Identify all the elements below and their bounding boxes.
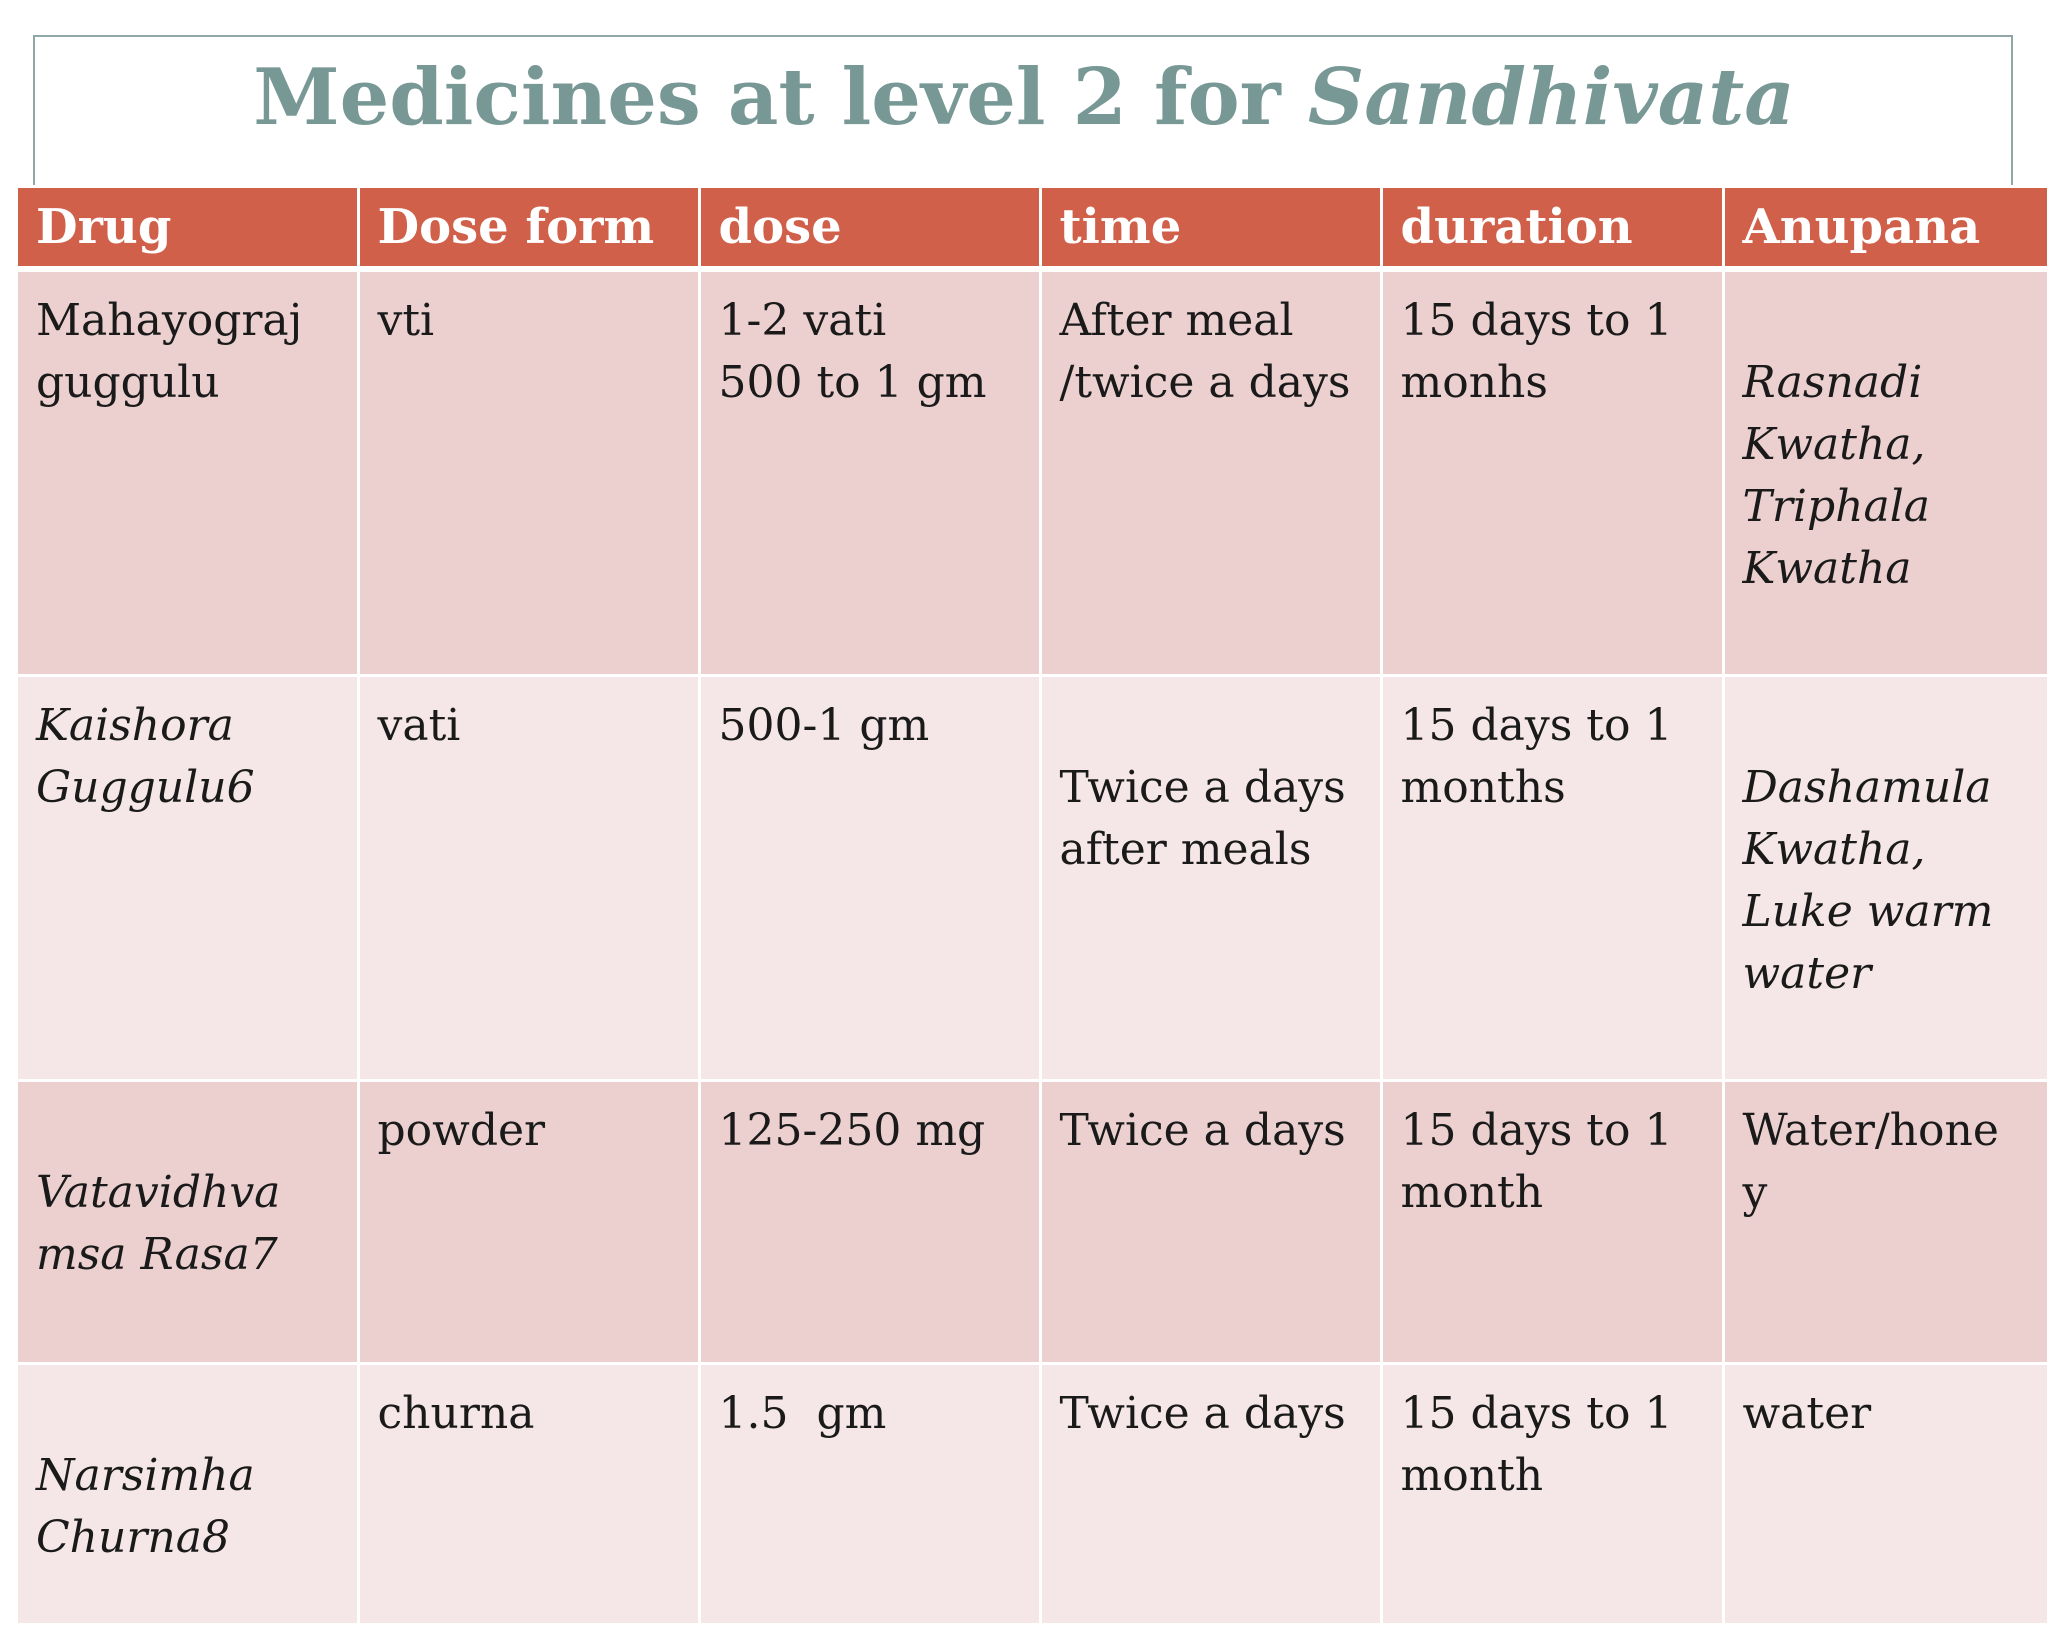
anupana-text: water	[1742, 1388, 1872, 1439]
duration-text: 15 days to 1	[1400, 295, 1673, 346]
table-row	[18, 676, 2048, 1081]
dose-form-text: vti	[377, 295, 435, 346]
table-header-row	[18, 188, 2048, 269]
cell-drug	[18, 1364, 358, 1625]
header-anupana: Anupana	[1723, 188, 2048, 269]
drug-name-line: Narsimha	[36, 1450, 255, 1501]
anupana-text: water	[1742, 948, 1872, 999]
drug-name-line: Vatavidhva	[36, 1167, 281, 1218]
header-dose: dose	[699, 188, 1040, 269]
dose-form-text: churna	[377, 1388, 535, 1439]
cell-time	[1040, 676, 1381, 1081]
cell-anupana	[1723, 1081, 2048, 1364]
cell-drug	[18, 676, 358, 1081]
cell-duration	[1381, 269, 1723, 676]
anupana-text: Kwatha,	[1742, 419, 1926, 470]
anupana-text: Luke warm	[1742, 886, 1994, 937]
duration-text: month	[1400, 1450, 1544, 1501]
cell-dose-form	[358, 1364, 699, 1625]
anupana-text: Kwatha,	[1742, 824, 1926, 875]
time-text: Twice a days	[1059, 1105, 1346, 1156]
cell-dose	[699, 269, 1040, 676]
cell-dose-form	[358, 676, 699, 1081]
table-row	[18, 269, 2048, 676]
cell-anupana	[1723, 676, 2048, 1081]
time-text: Twice a days	[1059, 1388, 1346, 1439]
cell-drug	[18, 269, 358, 676]
cell-anupana	[1723, 1364, 2048, 1625]
dose-text: 1-2 vati	[718, 295, 887, 346]
drug-name-line: Churna8	[36, 1512, 230, 1563]
header-drug: Drug	[18, 188, 358, 269]
slide-title	[0, 48, 2048, 148]
duration-text: monhs	[1400, 357, 1548, 408]
dose-text: 1.5 gm	[718, 1388, 887, 1439]
drug-name-line: guggulu	[36, 357, 220, 408]
cell-time	[1040, 1364, 1381, 1625]
dose-form-text: powder	[377, 1105, 546, 1156]
anupana-text: Triphala	[1742, 481, 1930, 532]
drug-name-line: Mahayograj	[36, 295, 303, 346]
dose-text: 500 to 1 gm	[718, 357, 987, 408]
duration-text: 15 days to 1	[1400, 1105, 1673, 1156]
title-emphasis: Sandhivata	[1307, 52, 1795, 143]
cell-dose	[699, 1081, 1040, 1364]
cell-time	[1040, 269, 1381, 676]
dose-form-text: vati	[377, 700, 461, 751]
table-row	[18, 1364, 2048, 1625]
title-prefix: Medicines at level 2 for	[253, 52, 1308, 143]
time-text: after meals	[1059, 824, 1312, 875]
drug-name-line: msa Rasa7	[36, 1229, 278, 1280]
cell-drug	[18, 1081, 358, 1364]
header-duration: duration	[1381, 188, 1723, 269]
cell-duration	[1381, 676, 1723, 1081]
cell-time	[1040, 1081, 1381, 1364]
cell-dose	[699, 1364, 1040, 1625]
duration-text: 15 days to 1	[1400, 1388, 1673, 1439]
duration-text: 15 days to 1	[1400, 700, 1673, 751]
anupana-text: Kwatha	[1742, 543, 1912, 594]
dose-text: 125-250 mg	[718, 1105, 986, 1156]
table-row	[18, 1081, 2048, 1364]
anupana-text: Water/hone	[1742, 1105, 1999, 1156]
anupana-text: Rasnadi	[1742, 357, 1923, 408]
header-dose-form: Dose form	[358, 188, 699, 269]
medicines-table	[18, 188, 2050, 1626]
time-text: Twice a days	[1059, 762, 1346, 813]
dose-text: 500-1 gm	[718, 700, 930, 751]
drug-name-line: Kaishora	[36, 700, 234, 751]
time-text: After meal	[1059, 295, 1294, 346]
cell-dose-form	[358, 269, 699, 676]
anupana-text: y	[1742, 1167, 1768, 1218]
cell-dose-form	[358, 1081, 699, 1364]
cell-duration	[1381, 1364, 1723, 1625]
duration-text: months	[1400, 762, 1566, 813]
cell-dose	[699, 676, 1040, 1081]
time-text: /twice a days	[1059, 357, 1351, 408]
header-time: time	[1040, 188, 1381, 269]
cell-duration	[1381, 1081, 1723, 1364]
duration-text: month	[1400, 1167, 1544, 1218]
cell-anupana	[1723, 269, 2048, 676]
drug-name-line: Guggulu6	[36, 762, 255, 813]
anupana-text: Dashamula	[1742, 762, 1992, 813]
